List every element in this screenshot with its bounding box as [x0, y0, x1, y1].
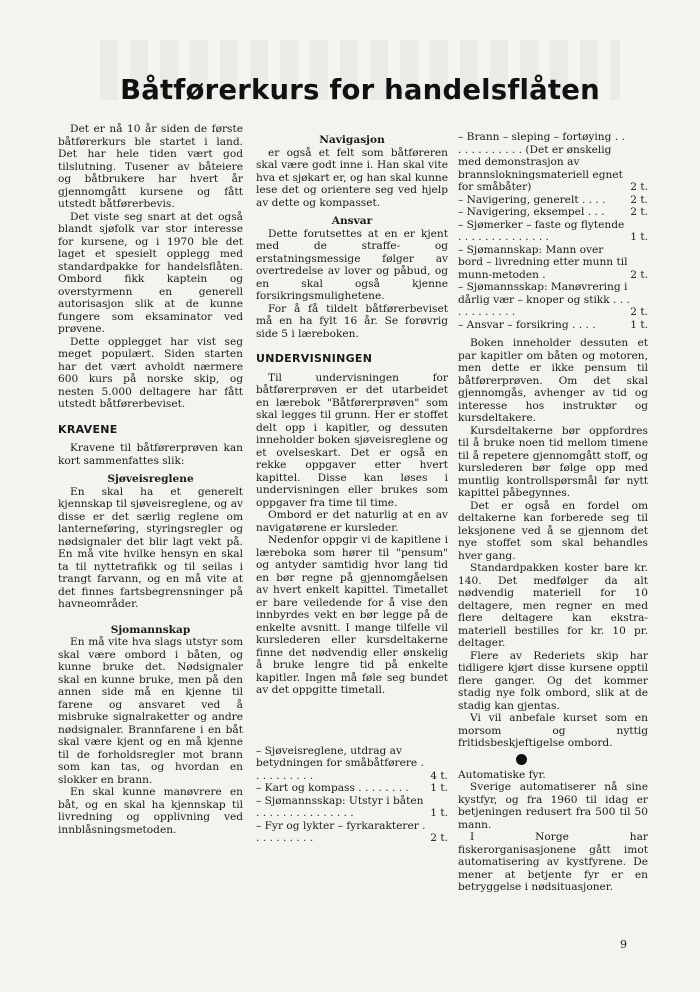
sjomann-text: En skal kunne manøvrere en båt, og en skal ha kjennskap til livredning og opplivning ved innblåsningsmetoden.: [58, 786, 243, 836]
syllabus-list-1: [256, 745, 448, 845]
undervisning-text: Til undervisningen for båtførerprøven er det utarbeidet en lærebok "Båtførerprøven" som skal legges til grunn. Her er stoffet delt opp i kapitler, og dessuten inneholder boken sjøveisreglene og et ovelseskart. Det er også en rekke oppgaver etter hvert kapittel. Disse kan løses i undervisningen eller brukes som oppgaver fra time til time.: [256, 371, 448, 509]
automatiske-fyr-heading: Automatiske fyr.: [458, 768, 546, 781]
body-paragraph: Boken inneholder dessuten et par kapitler om båten og motoren, men dette er ikke pensum til båtførerprøven. Om det skal gjennomgås, avhenger av tid og interesse hos instruktør og kursdeltakere.: [458, 337, 648, 424]
sjomann-heading: Sjomannskap: [110, 623, 191, 636]
undervisning-text: Nedenfor oppgir vi de kapitlene i læreboka som hører til "pensum" og antyder samtidig hvor lang tid en bør regne på gjennomgåelsen av hvert enkelt kapittel. Timetallet er bare veiledende for å vise den innbyrdes vekt en bør legge på de enkelte avsnitt. I mange tilfelle vil kurslederen eller kursdeltakerne finne det nødvendig eller ønskelig å bruke lengre tid på enkelte kapitler. Ingen må føle seg bundet av det oppgitte timetall.: [256, 534, 448, 696]
ansvar-heading: Ansvar: [331, 215, 373, 227]
undervisning-heading: UNDERVISNINGEN: [256, 352, 373, 365]
body-paragraph: I Norge har fiskerorganisasjonene gått imot automatisering av kystfyrene. De mener at betjente fyr er en betryggelse i nødsituasjoner.: [458, 831, 648, 893]
undervisning-text: Ombord er det naturlig at en av navigatørene er kursleder.: [256, 509, 448, 534]
list-item: – Kart og kompass . . . . . . . . 1 t.: [256, 782, 448, 794]
body-paragraph: Vi vil anbefale kurset som en morsom og nyttig fritidsbeskjeftigelse ombord.: [458, 712, 648, 749]
intro-paragraph: Dette opplegget har vist seg meget populært. Siden starten har det vært avholdt nærmere 600 kurs på norske skip, og nesten 5.000 deltagere har fått utstedt båtførerbeviset.: [58, 335, 243, 410]
list-item: – Fyr og lykter – fyrkarakterer . . . . . . . . . . 2 t.: [256, 819, 448, 844]
intro-paragraph: Det viste seg snart at det også blandt sjøfolk var stor interesse for kursene, og i 1970 ble det laget et spesielt opplegg med standardpakke for handelsflåten. Ombord fikk kaptein og overstyrmenn en generell autorisasjon slik at de kunne fungere som eksaminator ved prøvene.: [58, 210, 243, 335]
list-item: – Sjømerker – faste og flytende . . . . . . . . . . . . . . 1 t.: [458, 218, 648, 243]
list-item: – Ansvar – forsikring . . . . 1 t.: [458, 318, 648, 331]
kravene-heading: KRAVENE: [58, 422, 118, 436]
ansvar-text: For å få tildelt båtførerbeviset må en ha fylt 16 år. Se forøvrig side 5 i læreboken.: [256, 302, 448, 340]
sjoveis-text: En skal ha et generelt kjennskap til sjøveisreglene, og av disse er det særlig reglene om lanterneføring, styringsregler og nødsignaler det blir lagt vekt på. En må vite hvilke hensyn en skal ta til nyttetrafikk og til seilas i trangt farvann, og en må vite at det finnes fartsbegrensninger på havneområder.: [58, 485, 243, 610]
body-paragraph: Sverige automatiserer nå sine kystfyr, og fra 1960 til idag er betjeningen redusert fra 500 til 50 mann.: [458, 781, 648, 831]
list-item: – Brann – sleping – fortøying . . . . . . . . . . . . (Det er ønskelig med demonstrasjon av brannslokningsmateriell egnet for småbåter) 2 t.: [458, 131, 648, 193]
ansvar-text: Dette forutsettes at en er kjent med de straffe- og erstatningsmessige følger av overtredelse av lover og påbud, og en skal også kjenne forsikringsmulighetene.: [256, 227, 448, 302]
body-paragraph: Flere av Rederiets skip har tidligere kjørt disse kursene opptil flere ganger. Og det kommer stadig nye folk ombord, slik at de stadig kan gjentas.: [458, 649, 648, 712]
syllabus-list-2: [458, 131, 648, 331]
intro-paragraph: Det er nå 10 år siden de første båtførerkurs ble startet i land. Det har hele tiden vært god tilslutning. Tusener av båteiere og båtbrukere har hvert år gjennomgått kursene og fått utstedt båtførerbevis.: [58, 123, 243, 210]
body-paragraph: Standardpakken koster bare kr. 140. Det medfølger da alt nødvendig materiell for 10 deltagere, men regner en med flere deltagere kan ekstra-materiell bestilles for kr. 10 pr. deltager.: [458, 562, 648, 649]
kravene-text: Kravene til båtførerprøven kan kort sammenfattes slik:: [58, 442, 243, 467]
navigasjon-text: er også et felt som båtføreren skal være godt inne i. Han skal vite hva et sjøkart er, og han skal kunne lese det og orientere seg ved hjelp av dette og kompasset.: [256, 146, 448, 209]
body-paragraph: Kursdeltakerne bør oppfordres til å bruke noen tid mellom timene til å repetere gjennomgått stoff, og kurslederen bør følge opp med muntlig kontrollspørsmål før nytt kapittel påbegynnes.: [458, 424, 648, 499]
column-1: [58, 123, 243, 836]
list-item: – Sjøveisreglene, utdrag av betydningen for småbåtførere . . . . . . . . . . 4 t.: [256, 744, 448, 782]
list-item: – Navigering, eksempel . . . 2 t.: [458, 206, 648, 218]
column-2: [256, 134, 448, 845]
body-paragraph: Det er også en fordel om deltakerne kan forberede seg til leksjonene ved å se gjennom det nye stoffet som skal behandles hver gang.: [458, 499, 648, 562]
list-item: – Sjømannsskap: Utstyr i båten . . . . . . . . . . . . . . . 1 t.: [256, 794, 448, 819]
page-title: Båtførerkurs for handelsflåten: [120, 74, 600, 106]
list-item: – Sjømannskap: Mann over bord – livredning etter munn til munn-metoden . 2 t.: [458, 243, 648, 281]
list-item: – Navigering, generelt . . . . 2 t.: [458, 193, 648, 206]
navigasjon-heading: Navigasjon: [319, 134, 385, 146]
sjoveis-heading: Sjøveisreglene: [107, 473, 194, 485]
column-3: [458, 131, 648, 894]
list-item: – Sjømannsskap: Manøvrering i dårlig vær – knoper og stikk . . . . . . . . . . . . 2 t.: [458, 281, 648, 318]
page-number: 9: [620, 938, 627, 951]
sjomann-text: En må vite hva slags utstyr som skal være ombord i båten, og kunne bruke det. Nødsignaler skal en kunne bruke, men på den annen side må en kjenne til farene og ansvaret ved å misbruke signalraketter og andre nødsignaler. Brannfarene i en båt skal være kjent og en må kjenne til de forholdsregler mot brann som kan tas, og hvordan en slokker en brann.: [58, 636, 243, 786]
bullet-dot-icon: [516, 754, 527, 765]
